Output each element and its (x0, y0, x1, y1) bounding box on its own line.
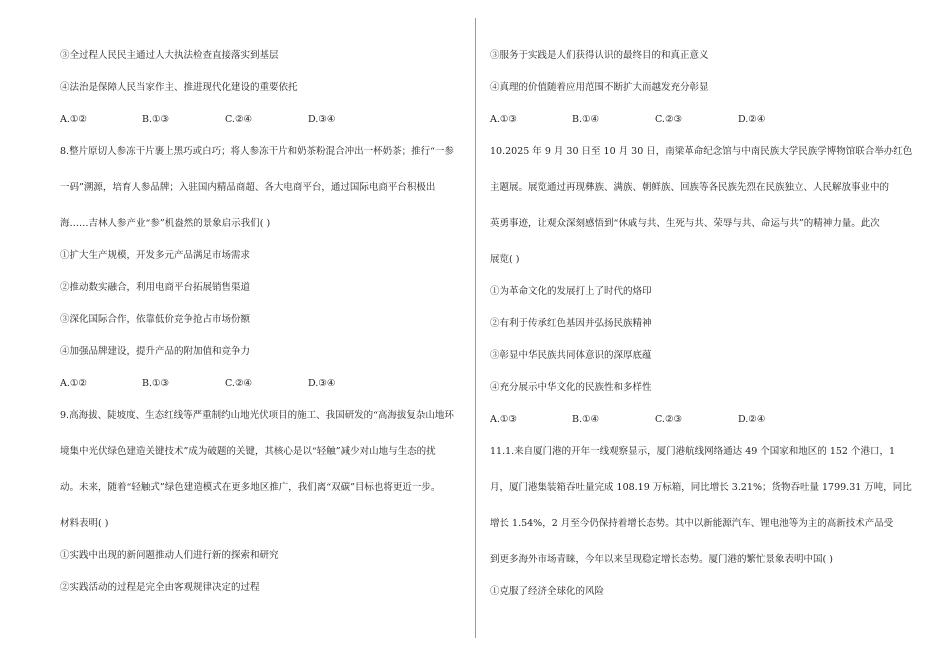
q10-option-c[interactable]: C.②③ (655, 414, 682, 425)
q8-item-4: ④加强品牌建设，提升产品的附加值和竞争力 (60, 346, 251, 357)
q8-option-c[interactable]: C.②④ (225, 378, 252, 389)
q10-stem-line-1: 10.2025 年 9 月 30 日至 10 月 30 日，南梁革命纪念馆与中南民族大学民族学博物馆联合举办红色 (490, 146, 913, 157)
q10-option-d[interactable]: D.②④ (738, 414, 766, 425)
q8-stem-line-1: 8.整片原切人参冻干片裹上黑巧或白巧；将人参冻干片和奶茶粉混合冲出一杯奶茶；推行“一参 (60, 146, 454, 157)
q9-stem-line-3: 动。未来，随着“轻触式”绿色建造模式在更多地区推广，我们离“双碳”目标也将更近一步。 (60, 482, 441, 493)
q11-stem-line-1: 11.1.来自厦门港的开年一线观察显示，厦门港航线网络通达 49 个国家和地区的 152 个港口，1 (490, 446, 896, 457)
q7-item-3: ③全过程人民民主通过人大执法检查直接落实到基层 (60, 50, 279, 61)
q10-item-2: ②有利于传承红色基因并弘扬民族精神 (490, 318, 652, 329)
q9-item-4: ④真理的价值随着应用范围不断扩大而越发充分彰显 (490, 82, 709, 93)
q10-stem-line-3: 英勇事迹，让观众深刻感悟到“休戚与共、生死与共、荣辱与共、命运与共”的精神力量。此次 (490, 218, 880, 229)
q8-item-3: ③深化国际合作，依靠低价竞争抢占市场份额 (60, 314, 251, 325)
q8-item-1: ①扩大生产规模，开发多元产品满足市场需求 (60, 250, 251, 261)
column-divider (475, 18, 476, 638)
q10-item-3: ③彰显中华民族共同体意识的深厚底蕴 (490, 350, 652, 361)
q8-item-2: ②推动数实融合，利用电商平台拓展销售渠道 (60, 282, 251, 293)
q9-stem-line-1: 9.高海拔、陡坡度、生态红线等严重制约山地光伏项目的施工、我国研发的“高海拔复杂山地环 (60, 410, 454, 421)
q9-option-d[interactable]: D.②④ (738, 114, 766, 125)
q8-option-b[interactable]: B.①③ (142, 378, 170, 389)
q9-item-2: ②实践活动的过程是完全由客观规律决定的过程 (60, 582, 260, 593)
q10-item-1: ①为革命文化的发展打上了时代的烙印 (490, 286, 652, 297)
q11-item-1: ①克服了经济全球化的风险 (490, 586, 605, 597)
q11-stem-line-4: 到更多海外市场青睐，今年以来呈现稳定增长态势。厦门港的繁忙景象表明中国( ) (490, 554, 833, 565)
q7-item-4: ④法治是保障人民当家作主、推进现代化建设的重要依托 (60, 82, 298, 93)
q9-stem-line-2: 境集中光伏绿色建造关键技术”成为破题的关键，其核心是以“轻触”减少对山地与生态的扰 (60, 446, 436, 457)
q10-option-b[interactable]: B.①④ (572, 414, 600, 425)
q7-option-b[interactable]: B.①③ (142, 114, 170, 125)
q9-option-a[interactable]: A.①③ (490, 114, 517, 125)
q10-option-a[interactable]: A.①③ (490, 414, 517, 425)
q10-stem-line-4: 展览( ) (490, 254, 520, 265)
q8-option-d[interactable]: D.③④ (308, 378, 336, 389)
q8-option-a[interactable]: A.①② (60, 378, 87, 389)
q9-item-3: ③服务于实践是人们获得认识的最终目的和真正意义 (490, 50, 709, 61)
q8-stem-line-3: 海……吉林人参产业“参”机盎然的景象启示我们( ) (60, 218, 271, 229)
q9-stem-line-4: 材料表明( ) (60, 518, 109, 529)
q10-stem-line-2: 主题展。展览通过再现彝族、满族、朝鲜族、回族等各民族先烈在民族独立、人民解放事业中的 (490, 182, 890, 193)
q7-option-a[interactable]: A.①② (60, 114, 87, 125)
q11-stem-line-3: 增长 1.54%，2 月至今仍保持着增长态势。其中以新能源汽车、锂电池等为主的高新技术产品受 (490, 518, 894, 529)
q7-option-c[interactable]: C.②④ (225, 114, 252, 125)
q11-stem-line-2: 月，厦门港集装箱吞吐量完成 108.19 万标箱，同比增长 3.21%；货物吞吐量 1799.31 万吨，同比 (490, 482, 912, 493)
q7-option-d[interactable]: D.③④ (308, 114, 336, 125)
q9-option-c[interactable]: C.②③ (655, 114, 682, 125)
q9-item-1: ①实践中出现的新问题推动人们进行新的探索和研究 (60, 550, 279, 561)
q9-option-b[interactable]: B.①④ (572, 114, 600, 125)
q8-stem-line-2: 一码”溯源，培育人参品牌；入驻国内精品商超、各大电商平台，通过国际电商平台积极出 (60, 182, 436, 193)
q10-item-4: ④充分展示中华文化的民族性和多样性 (490, 382, 652, 393)
